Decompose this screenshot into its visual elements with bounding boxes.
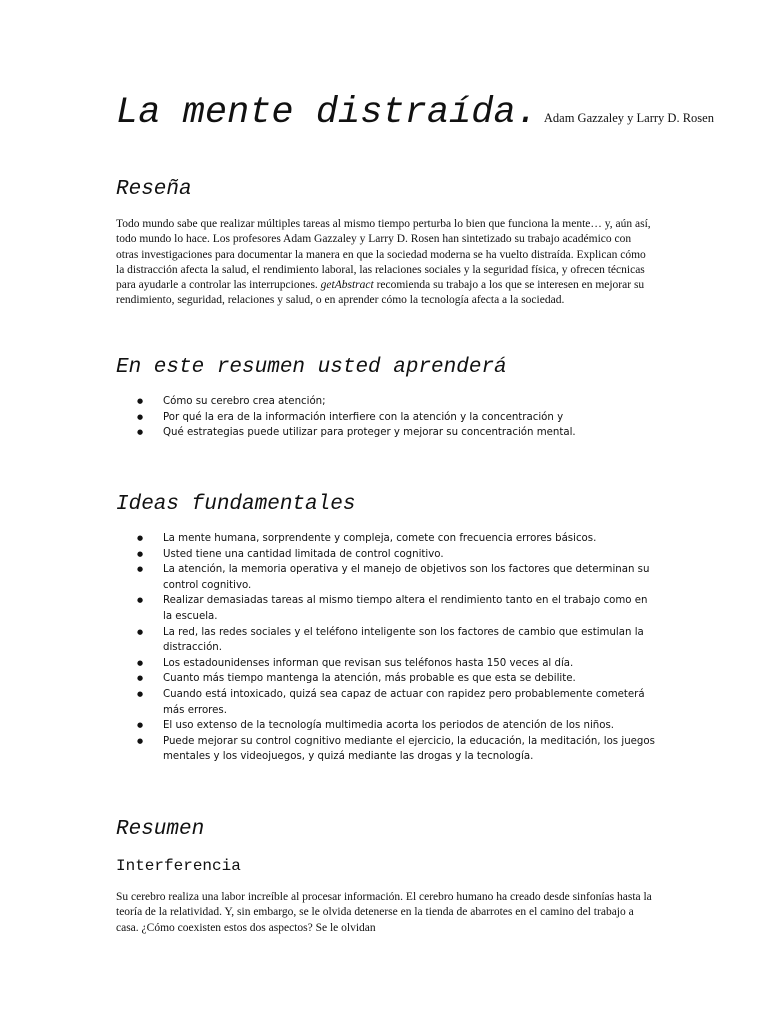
document-title: La mente distraída. [116,92,538,134]
list-item: ● Cuando está intoxicado, quizá sea capaz de actuar con rapidez pero probablemente cometerá más errores. [137,687,657,718]
list-item: ● El uso extenso de la tecnología multimedia acorta los periodos de atención de los niños. [137,718,657,734]
document-authors: Adam Gazzaley y Larry D. Rosen [543,111,714,125]
aprendera-list [137,394,697,441]
resena-heading: Reseña [116,178,192,201]
list-item: ● Cómo su cerebro crea atención; [137,394,697,410]
resena-text-before: Todo mundo sabe que realizar múltiples tareas al mismo tiempo perturba lo bien que funciona la mente… y, aún así, todo mundo lo hace. Los profesores Adam Gazzaley y Larry D. Rosen han sintetizado su trabajo académico con otras investigaciones para documentar la manera en que la sociedad moderna se ha vuelto distraída. Explican cómo la distracción afecta la salud, el rendimiento laboral, las relaciones sociales y la seguridad física, y ofrecen técnicas para ayudarle a controlar las interrupciones. [116,218,651,292]
resena-paragraph [116,217,656,309]
brand-name: getAbstract [320,279,374,292]
title-row [116,90,756,136]
list-item: ● Qué estrategias puede utilizar para proteger y mejorar su concentración mental. [137,425,697,441]
list-item: ● Usted tiene una cantidad limitada de control cognitivo. [137,547,657,563]
list-item: ● Los estadounidenses informan que revisan sus teléfonos hasta 150 veces al día. [137,656,657,672]
resena-text-after: recomienda su trabajo a los que se interesen en mejorar su rendimiento, seguridad, relaciones y salud, o en aprender cómo la tecnología afecta a la sociedad. [116,279,645,307]
list-item: ● Realizar demasiadas tareas al mismo tiempo altera el rendimiento tanto en el trabajo como en la escuela. [137,593,657,624]
aprendera-heading: En este resumen usted aprenderá [116,356,507,379]
resumen-heading: Resumen [116,818,205,841]
list-item: ● La red, las redes sociales y el teléfono inteligente son los factores de cambio que estimulan la distracción. [137,625,657,656]
interferencia-subheading: Interferencia [116,857,241,875]
ideas-list [137,531,657,765]
list-item: ● La atención, la memoria operativa y el manejo de objetivos son los factores que determinan su control cognitivo. [137,562,657,593]
resumen-paragraph: Su cerebro realiza una labor increíble al procesar información. El cerebro humano ha creado desde sinfonías hasta la teoría de la relatividad. Y, sin embargo, se le olvida detenerse en la tienda de abarrotes en el camino del trabajo a casa. ¿Cómo coexisten estos dos aspectos? Se le olvidan [116,891,652,934]
list-item: ● Por qué la era de la información interfiere con la atención y la concentración y [137,410,697,426]
list-item: ● Puede mejorar su control cognitivo mediante el ejercicio, la educación, la meditación, los juegos mentales y los videojuegos, y quizá mediante las drogas y la tecnología. [137,734,657,765]
list-item: ● La mente humana, sorprendente y compleja, comete con frecuencia errores básicos. [137,531,657,547]
list-item: ● Cuanto más tiempo mantenga la atención, más probable es que esta se debilite. [137,671,657,687]
ideas-heading: Ideas fundamentales [116,493,356,516]
